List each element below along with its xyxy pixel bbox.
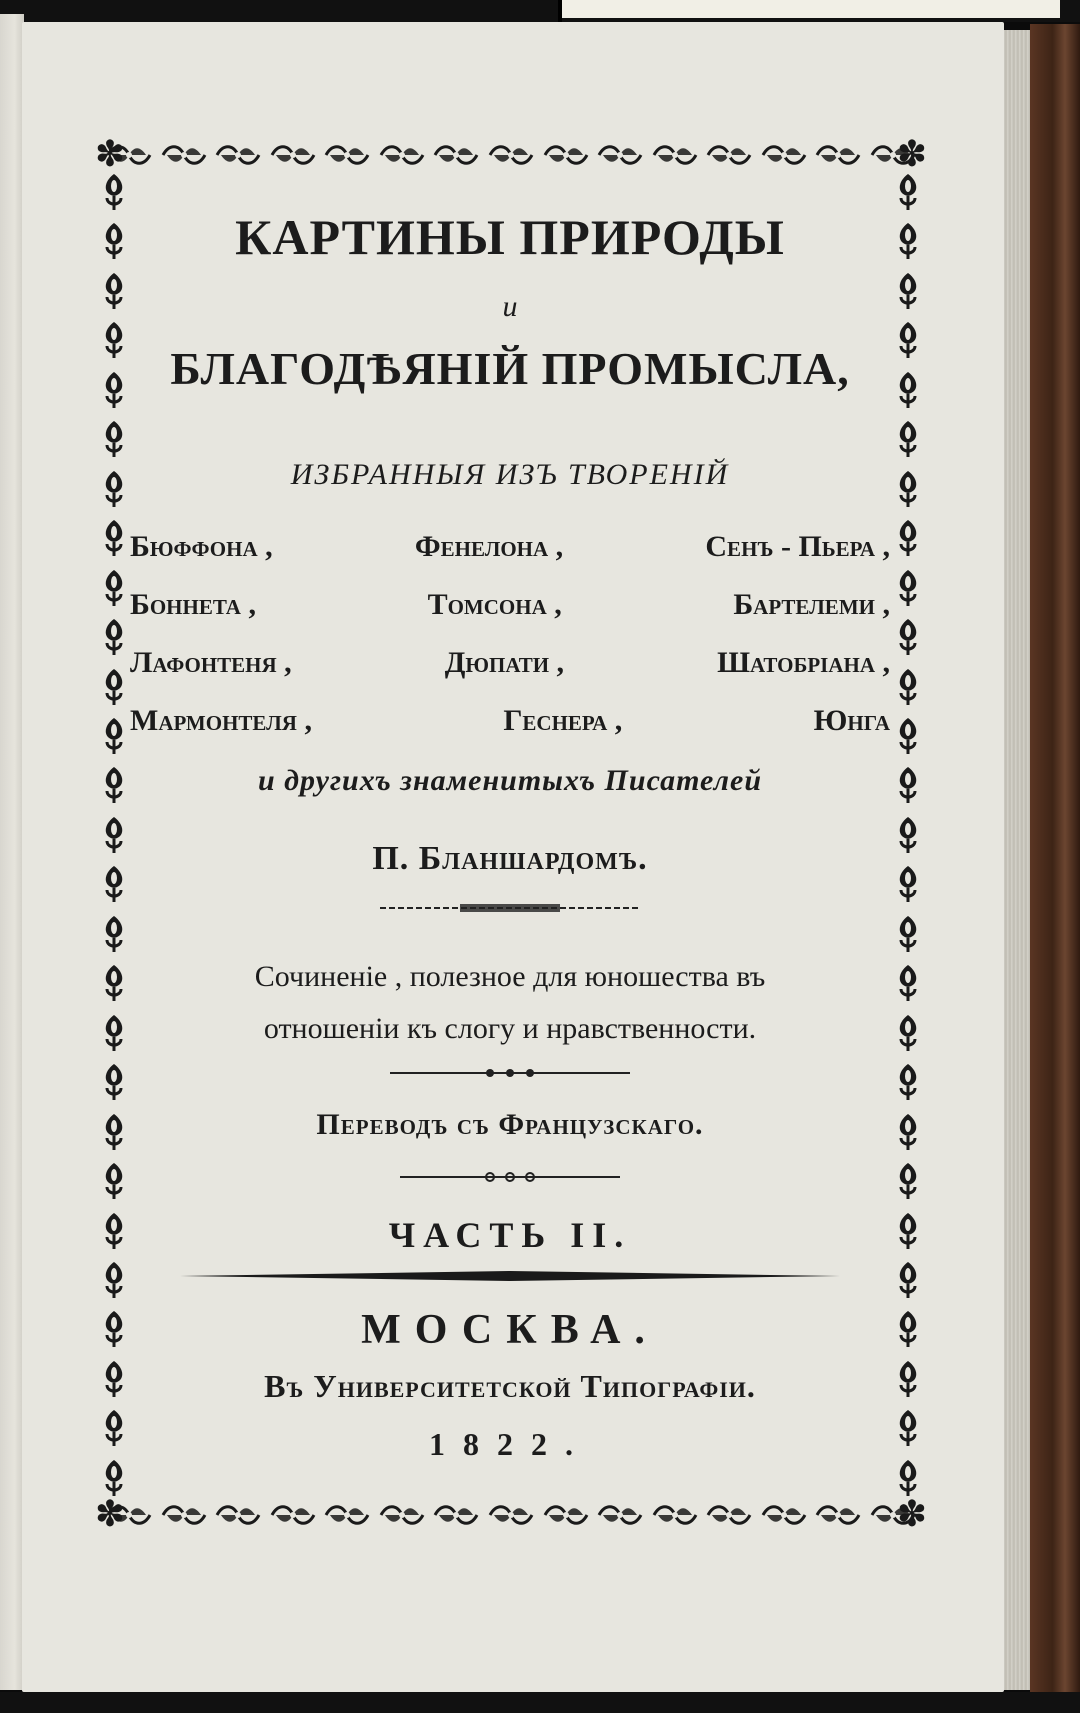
description-line-2: отношеніи къ слогу и нравственности.: [263, 1012, 757, 1045]
fleuron-icon: [543, 1502, 589, 1528]
fleuron-icon: [99, 469, 129, 509]
fleuron-icon: [893, 1359, 923, 1399]
fleuron-icon: [99, 765, 129, 805]
corner-fleuron-icon: ✽: [896, 1494, 928, 1534]
part-number: ЧАСТЬ II.: [388, 1215, 632, 1255]
fleuron-icon: [99, 716, 129, 756]
fleuron-icon: [893, 370, 923, 410]
imprint-rule: [180, 1268, 840, 1284]
fleuron-icon: [893, 1013, 923, 1053]
fleuron-icon: [99, 815, 129, 855]
fleuron-icon: [893, 864, 923, 904]
fleuron-icon: [161, 1502, 207, 1528]
fleuron-icon: [706, 142, 752, 168]
fleuron-icon: [893, 716, 923, 756]
author-name: Юнга: [813, 704, 890, 737]
border-left: [96, 172, 132, 1498]
decorative-rule: [390, 1066, 630, 1080]
fleuron-icon: [893, 617, 923, 657]
title-conjunction: и: [502, 290, 518, 323]
fleuron-icon: [99, 419, 129, 459]
author-name: Бартелеми ,: [733, 588, 890, 621]
corner-fleuron-icon: ✽: [896, 134, 928, 174]
fleuron-icon: [433, 142, 479, 168]
scan-bottom-band: [0, 1692, 1080, 1713]
imprint-press: Въ Университетской Типографіи.: [264, 1368, 756, 1404]
fleuron-icon: [99, 667, 129, 707]
author-name: Мармонтеля ,: [130, 704, 312, 737]
author-name: Сенъ - Пьера ,: [705, 530, 890, 563]
fleuron-icon: [893, 1211, 923, 1251]
imprint-city: МОСКВА.: [361, 1307, 659, 1353]
fleuron-icon: [893, 765, 923, 805]
fleuron-icon: [99, 963, 129, 1003]
fleuron-icon: [893, 419, 923, 459]
fleuron-icon: [893, 815, 923, 855]
fleuron-icon: [99, 1260, 129, 1300]
fleuron-icon: [99, 617, 129, 657]
authors-row-5: и другихъ знаменитыхъ Писателей: [257, 764, 763, 797]
fleuron-icon: [652, 142, 698, 168]
fleuron-icon: [99, 271, 129, 311]
fleuron-icon: [433, 1502, 479, 1528]
author-name: Лафонтеня ,: [130, 646, 292, 679]
border-bottom: [106, 1498, 916, 1532]
authors-row-4: [130, 704, 890, 738]
fleuron-icon: [324, 142, 370, 168]
fleuron-icon: [893, 1161, 923, 1201]
fleuron-icon: [215, 142, 261, 168]
fleuron-icon: [215, 1502, 261, 1528]
fleuron-icon: [488, 1502, 534, 1528]
subtitle: ИЗБРАННЫЯ ИЗЪ ТВОРЕНІЙ: [290, 458, 730, 491]
fleuron-icon: [815, 142, 861, 168]
decorative-rule: [380, 900, 640, 916]
fleuron-icon: [99, 172, 129, 212]
authors-row-2: [130, 588, 890, 622]
fleuron-icon: [893, 469, 923, 509]
fleuron-icon: [893, 1112, 923, 1152]
fleuron-icon: [652, 1502, 698, 1528]
fleuron-icon: [161, 142, 207, 168]
fleuron-icon: [893, 1062, 923, 1102]
fleuron-icon: [706, 1502, 752, 1528]
fleuron-icon: [488, 142, 534, 168]
fleuron-icon: [99, 221, 129, 261]
border-right: [890, 172, 926, 1498]
scan-paper-strip: [560, 0, 1060, 18]
imprint-year: 1822.: [429, 1426, 591, 1462]
fleuron-icon: [893, 568, 923, 608]
fleuron-icon: [99, 1309, 129, 1349]
fleuron-icon: [893, 667, 923, 707]
author-name: Геснера ,: [503, 704, 623, 737]
fleuron-icon: [893, 1309, 923, 1349]
fleuron-icon: [893, 914, 923, 954]
description-line-1: Сочиненіе , полезное для юношества въ: [254, 960, 766, 993]
fleuron-icon: [99, 320, 129, 360]
fleuron-icon: [270, 1502, 316, 1528]
fleuron-icon: [99, 1112, 129, 1152]
corner-fleuron-icon: ✽: [94, 134, 126, 174]
fleuron-icon: [543, 142, 589, 168]
corner-fleuron-icon: ✽: [94, 1494, 126, 1534]
border-top: [106, 138, 916, 172]
compiler-line: П. Бланшардомъ.: [372, 840, 648, 877]
fleuron-icon: [893, 1458, 923, 1498]
author-name: Дюпати ,: [444, 646, 565, 679]
author-name: Шатобріана ,: [717, 646, 890, 679]
decorative-rule: [400, 1170, 620, 1184]
fleuron-icon: [99, 1359, 129, 1399]
fleuron-icon: [99, 568, 129, 608]
fleuron-icon: [761, 142, 807, 168]
title-line-1: КАРТИНЫ ПРИРОДЫ: [235, 209, 785, 265]
fleuron-icon: [893, 221, 923, 261]
scan-top-band: [0, 0, 1080, 22]
fleuron-icon: [99, 1062, 129, 1102]
fleuron-icon: [99, 518, 129, 558]
fleuron-icon: [893, 172, 923, 212]
fleuron-icon: [324, 1502, 370, 1528]
fleuron-icon: [99, 1458, 129, 1498]
fleuron-icon: [761, 1502, 807, 1528]
fleuron-icon: [893, 1408, 923, 1448]
fleuron-icon: [893, 1260, 923, 1300]
fleuron-icon: [597, 1502, 643, 1528]
translation-note: Переводъ съ Французскаго.: [316, 1108, 704, 1141]
fleuron-icon: [270, 142, 316, 168]
fleuron-icon: [99, 864, 129, 904]
author-name: Фенелона ,: [414, 530, 564, 563]
author-name: Бюффона ,: [130, 530, 273, 563]
fleuron-icon: [893, 320, 923, 360]
fleuron-icon: [815, 1502, 861, 1528]
fleuron-icon: [99, 1161, 129, 1201]
fleuron-icon: [893, 963, 923, 1003]
authors-row-3: [130, 646, 890, 680]
author-name: Томсона ,: [427, 588, 562, 621]
fleuron-icon: [99, 1408, 129, 1448]
leather-cover-edge: [1030, 24, 1080, 1692]
author-name: Боннета ,: [130, 588, 256, 621]
fleuron-icon: [893, 271, 923, 311]
left-page-edge: [0, 14, 24, 1690]
fleuron-icon: [99, 1013, 129, 1053]
fleuron-icon: [99, 370, 129, 410]
fleuron-icon: [597, 142, 643, 168]
fleuron-icon: [99, 914, 129, 954]
scan-divider: [558, 0, 562, 22]
fleuron-icon: [379, 142, 425, 168]
fleuron-icon: [379, 1502, 425, 1528]
fleuron-icon: [893, 518, 923, 558]
fleuron-icon: [99, 1211, 129, 1251]
authors-row-1: [130, 530, 890, 564]
title-line-2: БЛАГОДѢЯНІЙ ПРОМЫСЛА,: [170, 343, 850, 394]
